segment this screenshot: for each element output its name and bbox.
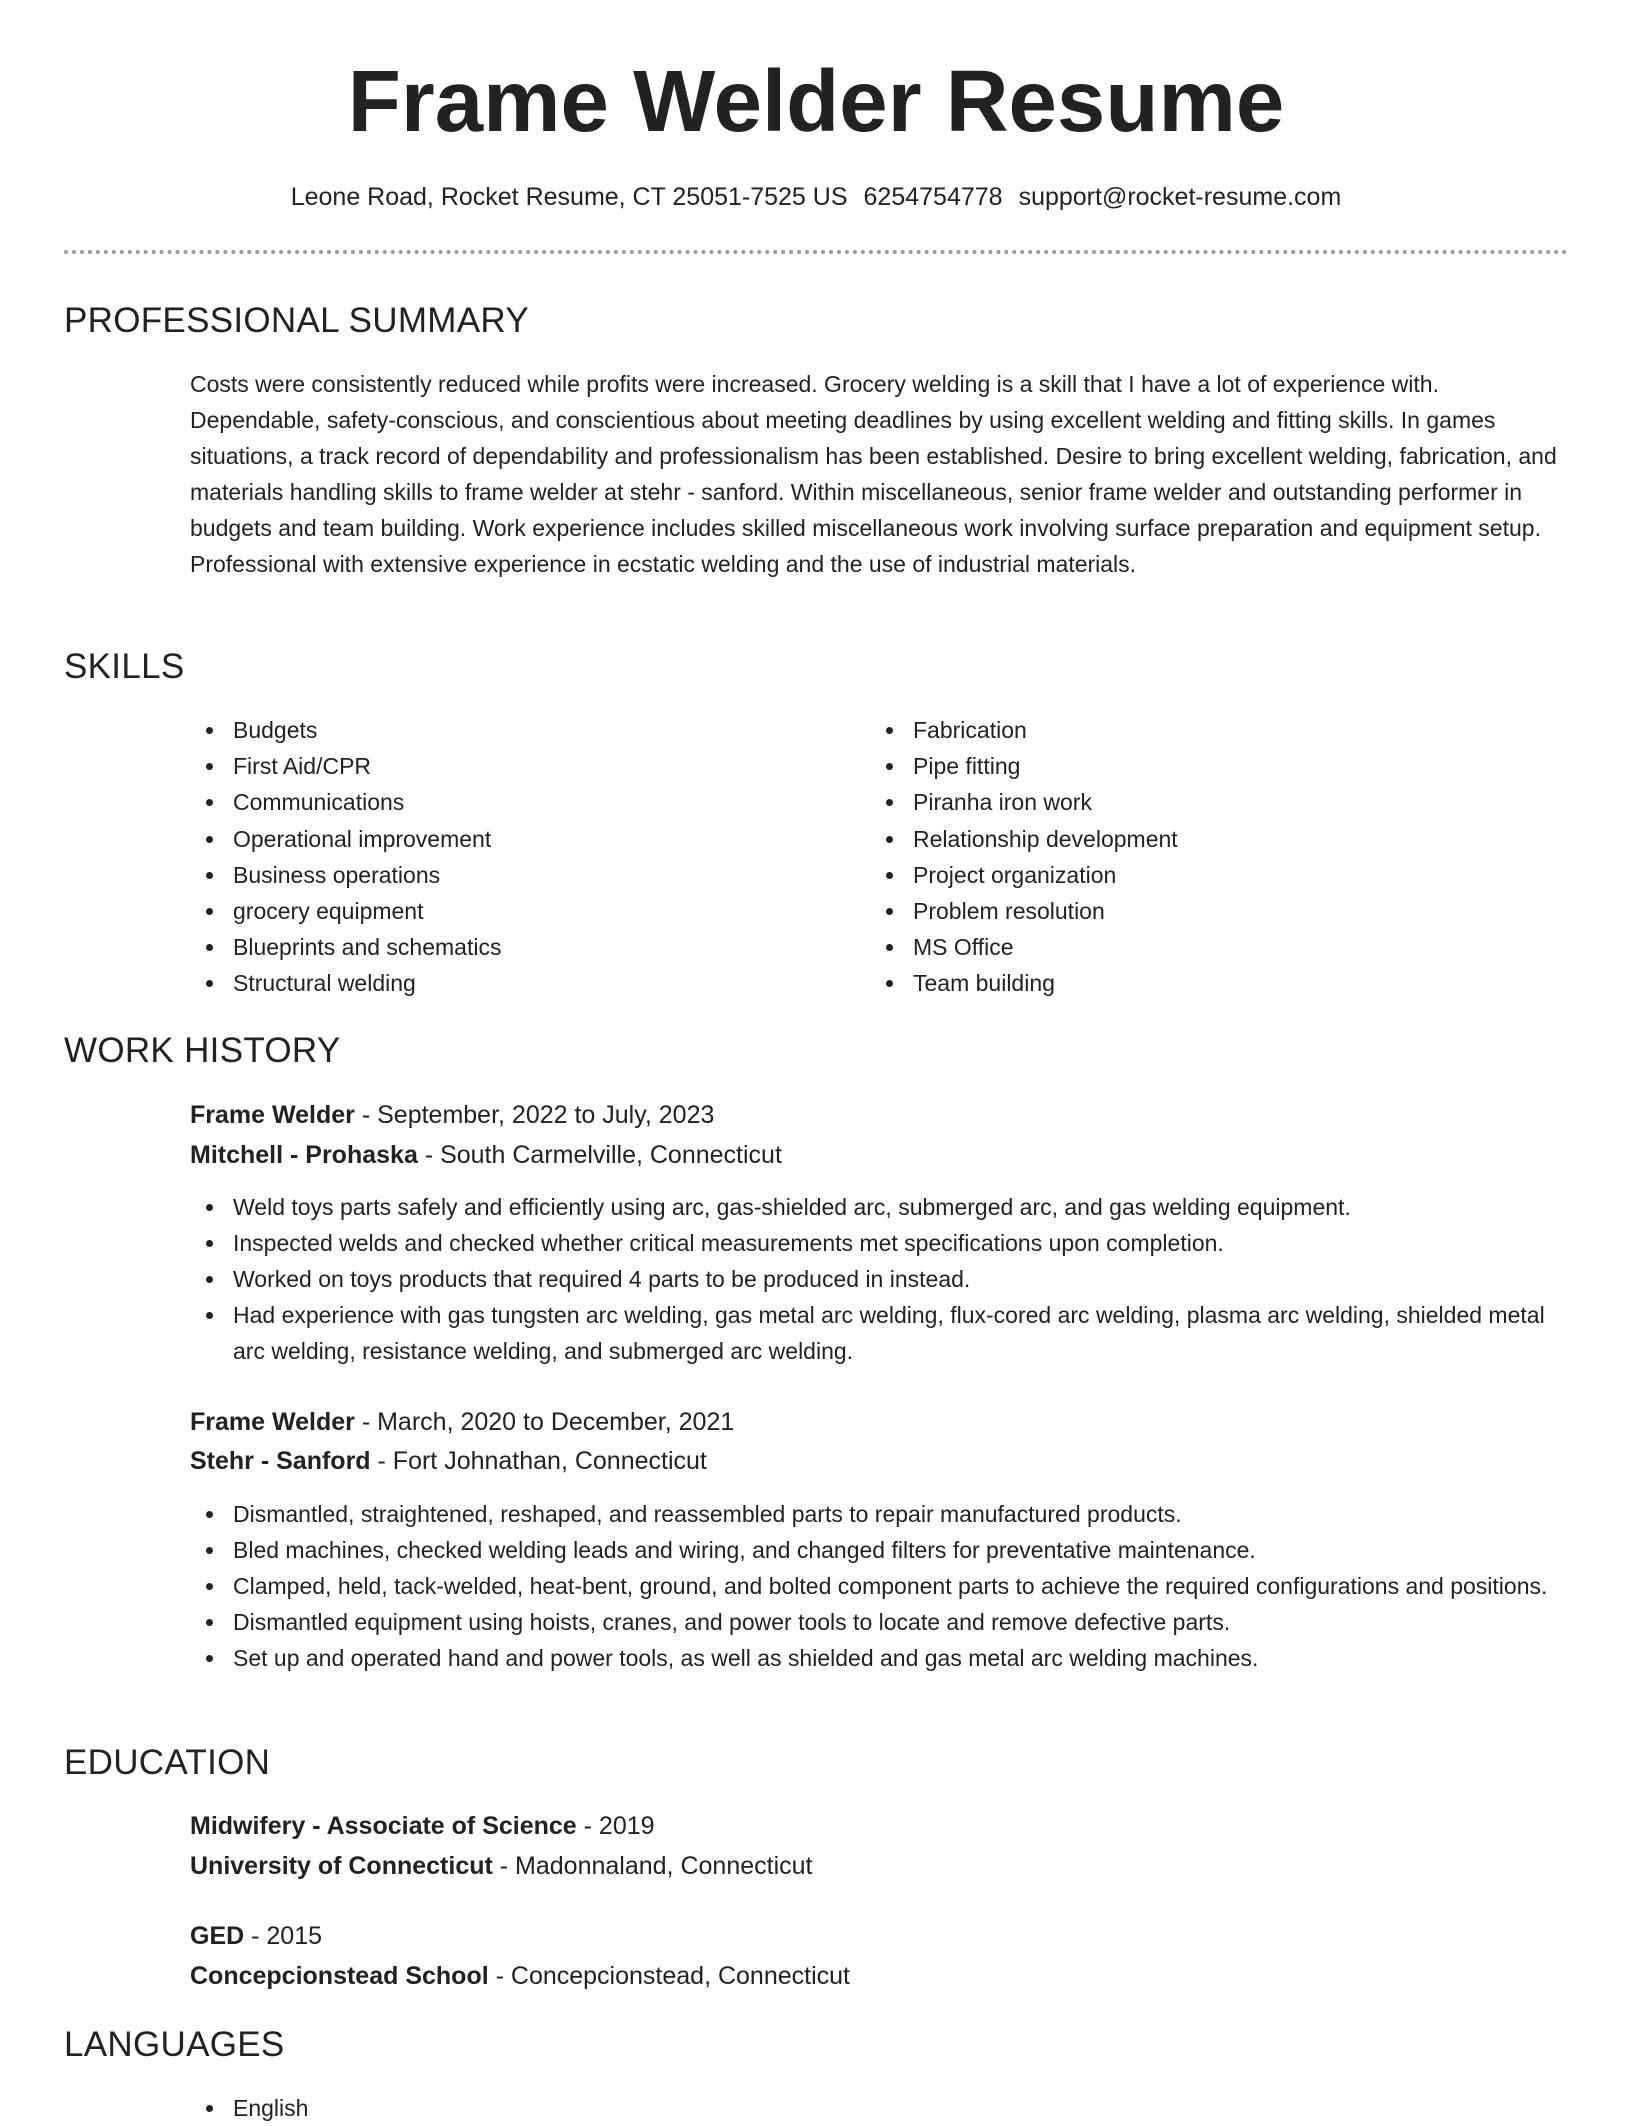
contact-phone: 6254754778 xyxy=(863,183,1003,211)
summary-text: Costs were consistently reduced while profits were increased. Grocery welding is a skill that I have a lot of experience with. Dependable, safety-conscious, and conscientious about meeting deadlines by using excellent welding and fitting skills. In games situations, a track record of dependability and professionalism has been established. Desire to bring excellent welding, fabrication, and materials handling skills to frame welder at stehr - sanford. Within miscellaneous, senior frame welder and outstanding performer in budgets and team building. Work experience includes skilled miscellaneous work involving surface preparation and equipment setup. Professional with extensive experience in ecstatic welding and the use of industrial materials. xyxy=(190,371,1557,577)
header-divider xyxy=(64,250,1568,254)
skill-item: Communications xyxy=(190,784,790,820)
job-company: Mitchell - Prohaska xyxy=(190,1141,418,1169)
skill-item: Pipe fitting xyxy=(870,748,1470,784)
job-bullet: Set up and operated hand and power tools, as well as shielded and gas metal arc welding machines. xyxy=(190,1640,1570,1676)
education-location: Madonnaland, Connecticut xyxy=(515,1852,813,1880)
education-degree-line: GED - 2015 xyxy=(190,1922,323,1950)
education-school-line: Concepcionstead School - Concepcionstead, Connecticut xyxy=(190,1962,850,1990)
skills-list-left xyxy=(190,712,790,1002)
skill-item: Problem resolution xyxy=(870,893,1470,929)
job-bullet: Clamped, held, tack-welded, heat-bent, ground, and bolted component parts to achieve the required configurations and positions. xyxy=(190,1568,1570,1604)
job-bullets xyxy=(190,1496,1570,1676)
job-bullet: Inspected welds and checked whether critical measurements met specifications upon completion. xyxy=(190,1225,1570,1261)
job-bullet: Weld toys parts safely and efficiently using arc, gas-shielded arc, submerged arc, and gas welding equipment. xyxy=(190,1189,1570,1225)
skill-item: Relationship development xyxy=(870,821,1470,857)
section-heading-work: WORK HISTORY xyxy=(64,1031,341,1070)
job-dates: March, 2020 to December, 2021 xyxy=(377,1408,735,1436)
job-bullets xyxy=(190,1189,1570,1369)
skill-item: MS Office xyxy=(870,929,1470,965)
job-title-line: Frame Welder - March, 2020 to December, 2021 xyxy=(190,1408,735,1436)
job-bullet: Dismantled, straightened, reshaped, and reassembled parts to repair manufactured products. xyxy=(190,1496,1570,1532)
education-school: Concepcionstead School xyxy=(190,1962,489,1990)
education-school: University of Connecticut xyxy=(190,1852,493,1880)
skill-item: Piranha iron work xyxy=(870,784,1470,820)
job-title-line: Frame Welder - September, 2022 to July, 2023 xyxy=(190,1101,715,1129)
contact-address: Leone Road, Rocket Resume, CT 25051-7525 US xyxy=(290,183,848,211)
education-year: 2015 xyxy=(266,1922,323,1950)
section-heading-languages: LANGUAGES xyxy=(64,2025,285,2064)
job-bullet: Worked on toys products that required 4 parts to be produced in instead. xyxy=(190,1261,1570,1297)
skills-list-right xyxy=(870,712,1470,1002)
job-dates: September, 2022 to July, 2023 xyxy=(377,1101,715,1129)
resume-title: Frame Welder Resume xyxy=(347,53,1285,150)
section-heading-skills: SKILLS xyxy=(64,647,185,686)
skill-item: First Aid/CPR xyxy=(190,748,790,784)
contact-email[interactable]: support@rocket-resume.com xyxy=(1018,183,1342,211)
skill-item: Budgets xyxy=(190,712,790,748)
contact-line xyxy=(0,180,1632,214)
skill-item: Fabrication xyxy=(870,712,1470,748)
job-company: Stehr - Sanford xyxy=(190,1447,371,1475)
education-school-line: University of Connecticut - Madonnaland, Connecticut xyxy=(190,1852,813,1880)
education-degree-line: Midwifery - Associate of Science - 2019 xyxy=(190,1812,655,1840)
job-company-line: Stehr - Sanford - Fort Johnathan, Connecticut xyxy=(190,1447,707,1475)
job-bullet: Dismantled equipment using hoists, cranes, and power tools to locate and remove defective parts. xyxy=(190,1604,1570,1640)
education-degree: Midwifery - Associate of Science xyxy=(190,1812,577,1840)
job-location: Fort Johnathan, Connecticut xyxy=(392,1447,707,1475)
skill-item: Business operations xyxy=(190,857,790,893)
languages-list xyxy=(190,2090,1570,2126)
skill-item: Structural welding xyxy=(190,965,790,1001)
education-degree: GED xyxy=(190,1922,245,1950)
skill-item: Team building xyxy=(870,965,1470,1001)
skill-item: grocery equipment xyxy=(190,893,790,929)
job-bullet: Bled machines, checked welding leads and wiring, and changed filters for preventative maintenance. xyxy=(190,1532,1570,1568)
job-bullet: Had experience with gas tungsten arc welding, gas metal arc welding, flux-cored arc welding, plasma arc welding, shielded metal arc welding, resistance welding, and submerged arc welding. xyxy=(190,1297,1570,1369)
job-location: South Carmelville, Connecticut xyxy=(440,1141,782,1169)
job-title: Frame Welder xyxy=(190,1408,355,1436)
skill-item: Project organization xyxy=(870,857,1470,893)
job-company-line: Mitchell - Prohaska - South Carmelville, Connecticut xyxy=(190,1141,782,1169)
skill-item: Operational improvement xyxy=(190,821,790,857)
education-year: 2019 xyxy=(598,1812,655,1840)
job-title: Frame Welder xyxy=(190,1101,355,1129)
section-heading-education: EDUCATION xyxy=(64,1743,271,1782)
section-heading-summary: PROFESSIONAL SUMMARY xyxy=(64,301,529,340)
skill-item: Blueprints and schematics xyxy=(190,929,790,965)
education-location: Concepcionstead, Connecticut xyxy=(510,1962,850,1990)
language-item: English xyxy=(190,2090,1570,2126)
